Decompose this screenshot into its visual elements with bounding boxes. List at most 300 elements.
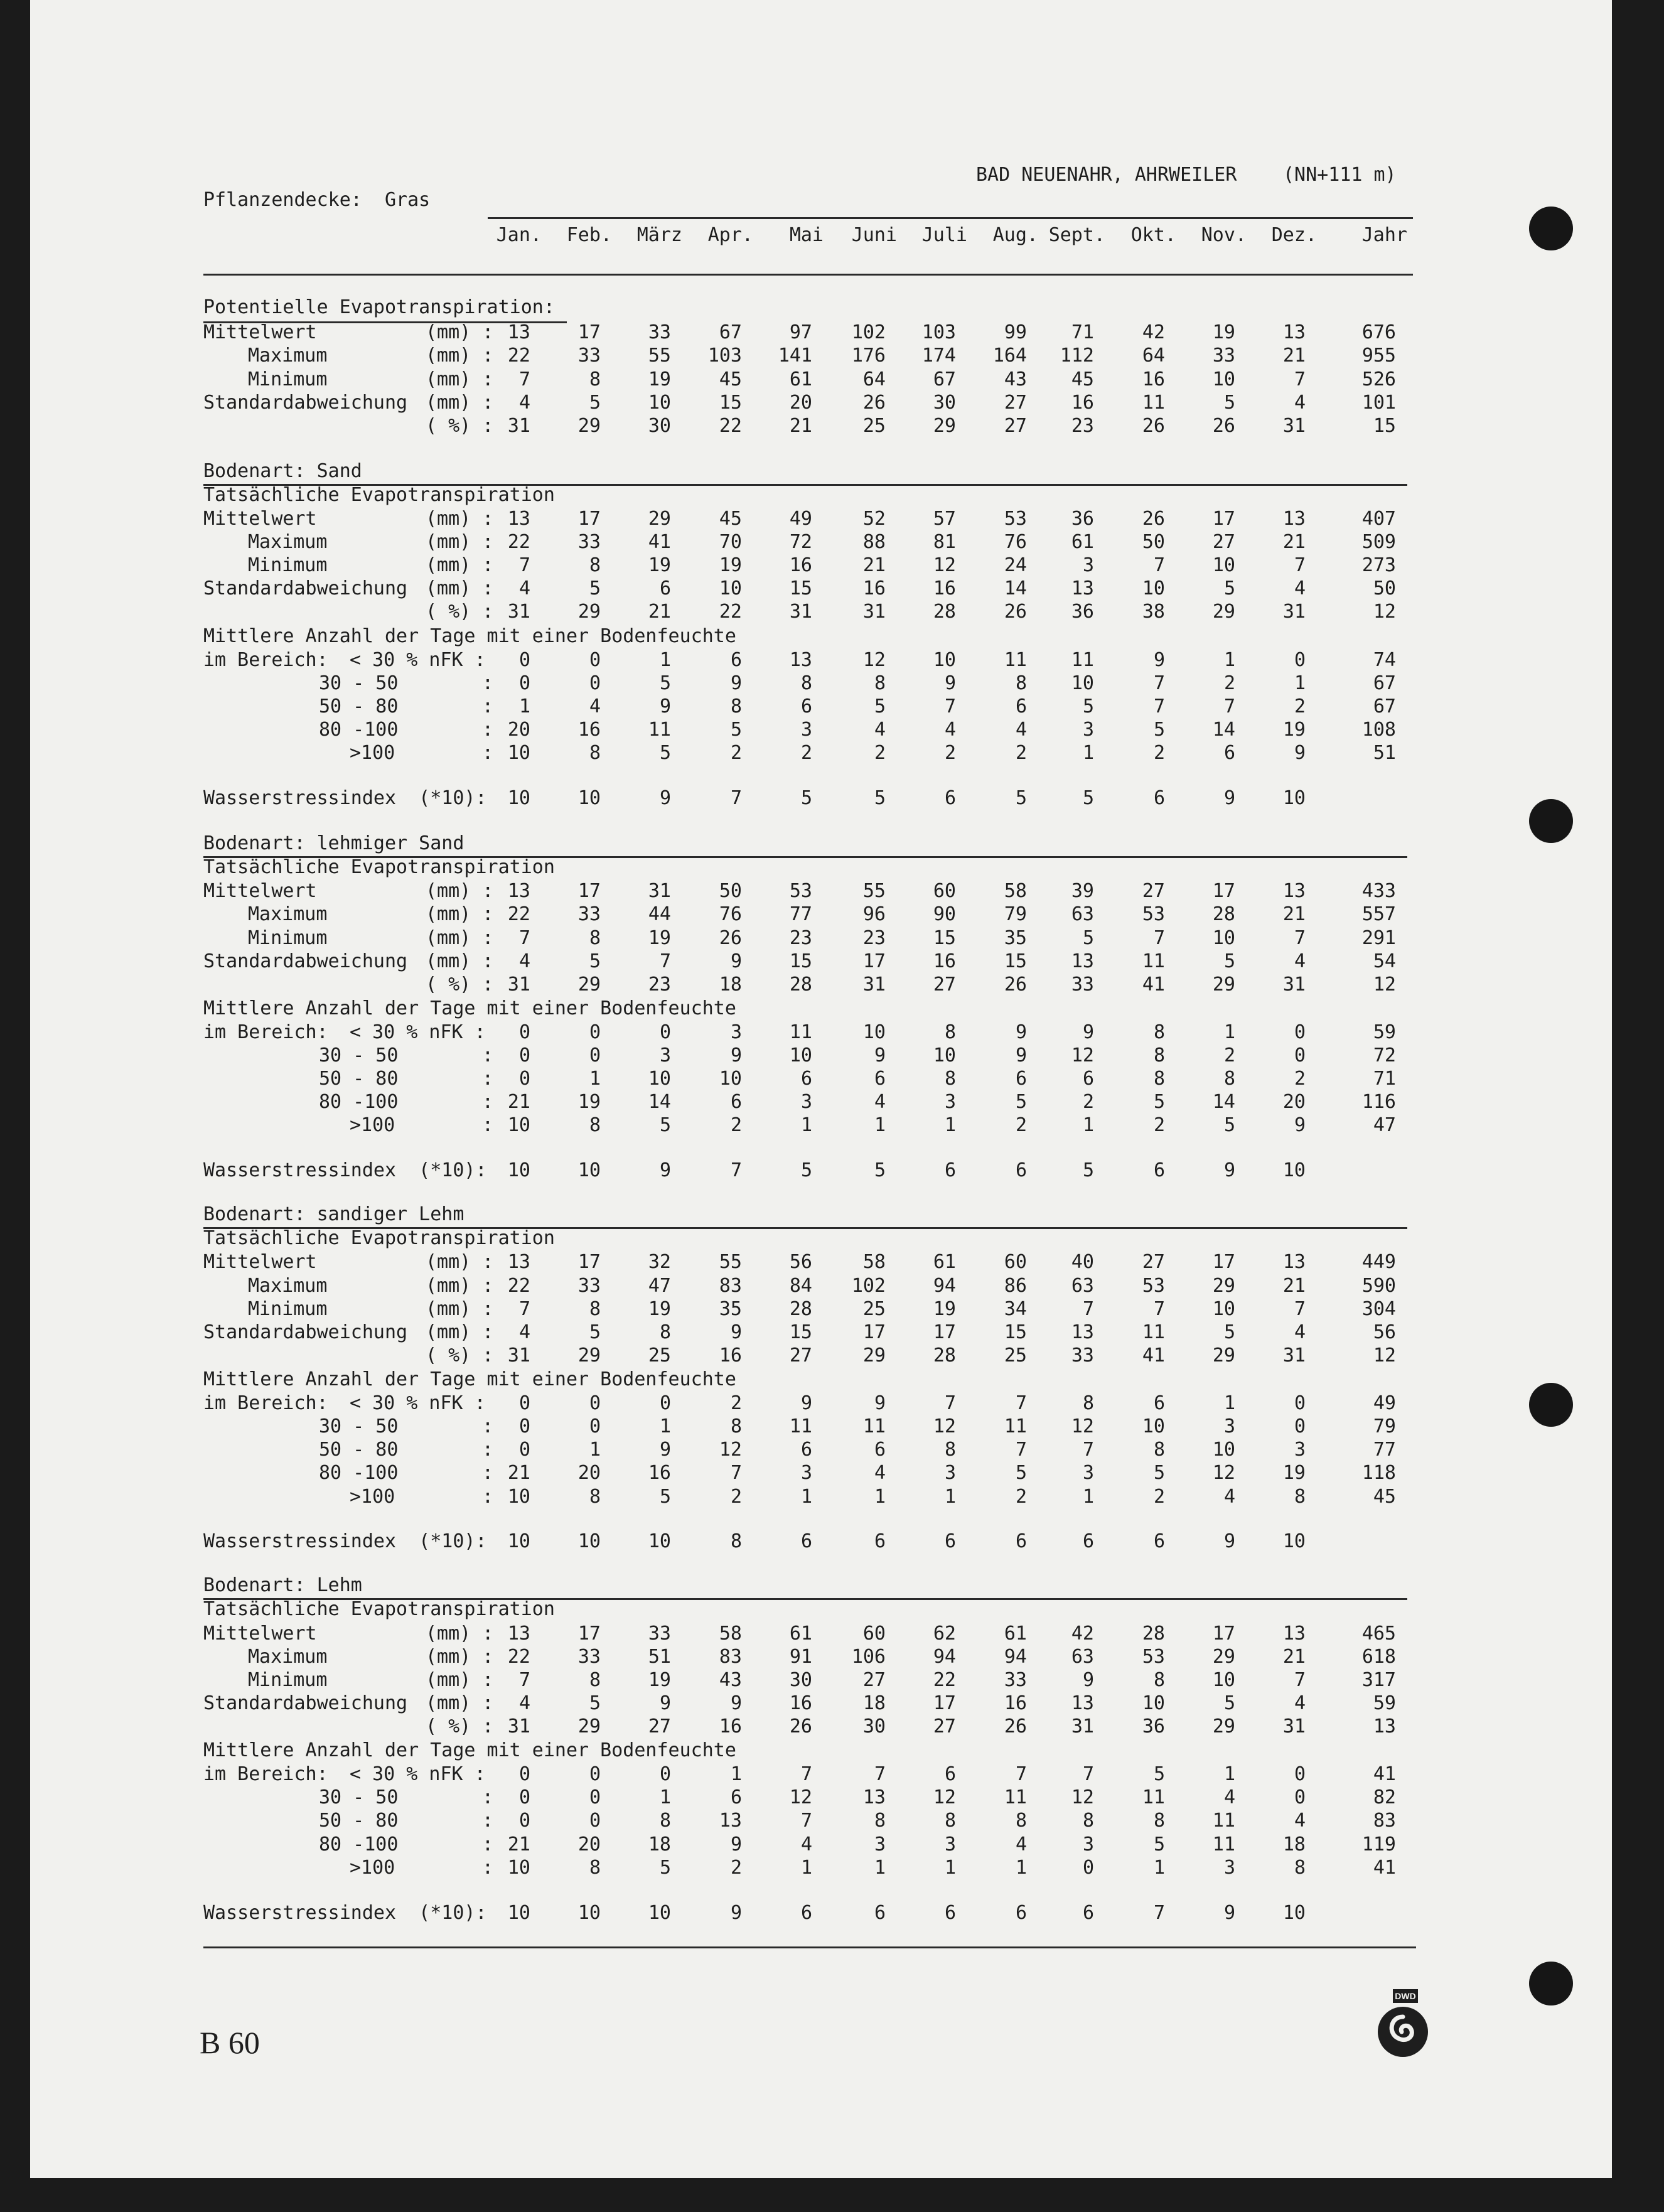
cell-d3050: 0 <box>589 672 601 694</box>
cell-d30: 1 <box>1223 1021 1235 1043</box>
cell-max: 53 <box>1142 1646 1165 1668</box>
cell-mittel: 13 <box>507 1623 530 1645</box>
cell-pct: 31 <box>507 1715 530 1737</box>
cell-d3050: 13 <box>862 1786 886 1808</box>
cell-std: 26 <box>862 392 886 414</box>
cell-mittel: 99 <box>1004 321 1027 343</box>
cell-pct: 31 <box>862 601 886 623</box>
cell-d5080: 7 <box>1015 1439 1027 1461</box>
cell-d3050: 11 <box>1004 1415 1027 1437</box>
cell-mittel: 103 <box>921 321 956 343</box>
cell-d30: 7 <box>800 1763 812 1785</box>
cell-std: 16 <box>933 950 956 972</box>
cell-pct: 23 <box>648 974 671 996</box>
binder-hole <box>1529 1962 1573 2005</box>
cell-d5080: 0 <box>518 1439 530 1461</box>
cell-min: 26 <box>719 927 742 949</box>
cell-std: 11 <box>1142 1321 1165 1343</box>
cell-max: 21 <box>1282 531 1306 553</box>
row-label-minimum: Minimum <box>248 1669 328 1691</box>
cell-d3050: 10 <box>1071 672 1094 694</box>
cell-mittel: 56 <box>789 1251 812 1273</box>
cell-d30: 41 <box>1373 1763 1396 1785</box>
row-label-minimum: Minimum <box>248 368 328 390</box>
cell-d30: 10 <box>862 1021 886 1043</box>
cell-d100: 1 <box>944 1114 956 1136</box>
cell-d80100: 4 <box>944 719 956 741</box>
header-rule-top <box>488 217 1413 219</box>
month-header: Juni <box>851 224 897 246</box>
cell-std: 4 <box>1294 392 1306 414</box>
cell-max: 22 <box>507 531 530 553</box>
cell-wsi: 6 <box>944 1159 956 1181</box>
cell-d30: 0 <box>659 1021 671 1043</box>
cell-d80100: 18 <box>648 1833 671 1855</box>
range-label-lt30: < 30 % nFK : <box>350 1392 486 1414</box>
cell-min: 10 <box>1212 1669 1235 1691</box>
wsi-label: Wasserstressindex (*10): <box>203 787 487 809</box>
cell-d30: 1 <box>1223 1763 1235 1785</box>
cell-min: 8 <box>589 1669 601 1691</box>
cell-max: 33 <box>1212 345 1235 367</box>
cell-mittel: 13 <box>1282 1623 1306 1645</box>
cell-d5080: 9 <box>659 1439 671 1461</box>
cell-pct: 31 <box>507 974 530 996</box>
cell-mittel: 28 <box>1142 1623 1165 1645</box>
cell-d100: 2 <box>1153 1486 1165 1508</box>
cell-d80100: 3 <box>1082 1833 1094 1855</box>
cell-pct: 26 <box>1142 415 1165 437</box>
range-colon: : <box>482 1114 494 1136</box>
cell-d5080: 6 <box>1015 695 1027 717</box>
row-label-minimum: Minimum <box>248 927 328 949</box>
cell-mittel: 17 <box>1212 1623 1235 1645</box>
cell-d3050: 8 <box>800 672 812 694</box>
cell-d3050: 8 <box>874 672 886 694</box>
month-header: Jahr <box>1361 224 1407 246</box>
cell-d3050: 67 <box>1373 672 1396 694</box>
range-colon: : <box>482 1415 494 1437</box>
cell-std: 16 <box>933 577 956 599</box>
cell-mittel: 58 <box>862 1251 886 1273</box>
cell-max: 106 <box>851 1646 886 1668</box>
month-header: März <box>636 224 682 246</box>
cell-wsi: 9 <box>1223 1530 1235 1552</box>
cell-d30: 12 <box>862 649 886 671</box>
cell-d30: 7 <box>1082 1763 1094 1785</box>
cell-d100: 2 <box>800 742 812 764</box>
cell-d100: 1 <box>800 1857 812 1879</box>
section-subtitle: Tatsächliche Evapotranspiration <box>203 856 555 878</box>
cell-d30: 0 <box>518 1763 530 1785</box>
cell-d3050: 8 <box>1015 672 1027 694</box>
cell-max: 90 <box>933 903 956 925</box>
cell-d3050: 0 <box>589 1786 601 1808</box>
cell-d5080: 10 <box>648 1068 671 1090</box>
cell-d5080: 1 <box>589 1439 601 1461</box>
cell-d100: 1 <box>874 1857 886 1879</box>
cell-mittel: 29 <box>648 508 671 530</box>
cell-mittel: 60 <box>933 880 956 902</box>
cell-mittel: 13 <box>1282 508 1306 530</box>
unit-mm: (mm) : <box>426 1275 494 1297</box>
cell-wsi: 8 <box>730 1530 742 1552</box>
cell-mittel: 32 <box>648 1251 671 1273</box>
cell-wsi: 6 <box>944 1530 956 1552</box>
cell-d30: 0 <box>1294 1763 1306 1785</box>
cell-min: 30 <box>789 1669 812 1691</box>
cell-d5080: 6 <box>874 1439 886 1461</box>
cell-std: 9 <box>659 1692 671 1714</box>
cell-d100: 5 <box>659 1114 671 1136</box>
range-label-r3050: 30 - 50 <box>319 1044 399 1066</box>
cell-min: 273 <box>1361 554 1396 576</box>
cell-d100: 2 <box>1015 1114 1027 1136</box>
cell-max: 86 <box>1004 1275 1027 1297</box>
cell-d5080: 8 <box>1153 1068 1165 1090</box>
cell-d100: 45 <box>1373 1486 1396 1508</box>
cell-d80100: 5 <box>1153 1833 1165 1855</box>
cell-pct: 31 <box>1282 601 1306 623</box>
cell-d30: 0 <box>518 1392 530 1414</box>
cell-std: 30 <box>933 392 956 414</box>
cell-max: 63 <box>1071 903 1094 925</box>
cell-mittel: 31 <box>648 880 671 902</box>
cell-mittel: 58 <box>1004 880 1027 902</box>
cell-d30: 6 <box>1153 1392 1165 1414</box>
cell-pct: 12 <box>1373 974 1396 996</box>
station-name: BAD NEUENAHR, AHRWEILER <box>976 164 1237 186</box>
cell-d30: 6 <box>730 649 742 671</box>
cell-std: 4 <box>1294 950 1306 972</box>
unit-mm: (mm) : <box>426 531 494 553</box>
cell-max: 22 <box>507 1646 530 1668</box>
cell-min: 7 <box>1294 1669 1306 1691</box>
cell-min: 15 <box>933 927 956 949</box>
cell-min: 8 <box>589 368 601 390</box>
month-header: Jan. <box>496 224 542 246</box>
cell-d5080: 1 <box>589 1068 601 1090</box>
cell-d5080: 67 <box>1373 695 1396 717</box>
cell-d80100: 3 <box>944 1833 956 1855</box>
cell-d5080: 77 <box>1373 1439 1396 1461</box>
cell-wsi: 7 <box>1153 1902 1165 1924</box>
cell-std: 16 <box>1004 1692 1027 1714</box>
cell-std: 101 <box>1361 392 1396 414</box>
range-label-gt100: >100 <box>350 742 395 764</box>
range-colon: : <box>482 695 494 717</box>
cell-std: 10 <box>648 392 671 414</box>
cell-d100: 10 <box>507 742 530 764</box>
cell-min: 7 <box>1294 554 1306 576</box>
range-colon: : <box>482 1462 494 1484</box>
cell-d100: 2 <box>730 1486 742 1508</box>
cell-d5080: 8 <box>944 1068 956 1090</box>
cell-min: 7 <box>1082 1298 1094 1320</box>
cell-pct: 29 <box>862 1345 886 1366</box>
cell-max: 29 <box>1212 1646 1235 1668</box>
cell-d3050: 8 <box>730 1415 742 1437</box>
cell-wsi: 6 <box>1153 787 1165 809</box>
cell-min: 7 <box>1294 927 1306 949</box>
cell-max: 96 <box>862 903 886 925</box>
cell-max: 88 <box>862 531 886 553</box>
cell-wsi: 6 <box>1153 1159 1165 1181</box>
cell-pct: 31 <box>1282 1715 1306 1737</box>
cell-d3050: 0 <box>518 672 530 694</box>
cell-d80100: 21 <box>507 1091 530 1113</box>
unit-mm: (mm) : <box>426 577 494 599</box>
cell-wsi: 6 <box>1082 1902 1094 1924</box>
cell-d5080: 8 <box>1153 1810 1165 1832</box>
cell-max: 33 <box>577 531 601 553</box>
row-label-maximum: Maximum <box>248 531 328 553</box>
cell-wsi: 10 <box>577 1159 601 1181</box>
cell-d80100: 21 <box>507 1462 530 1484</box>
cell-d5080: 8 <box>874 1810 886 1832</box>
cell-d80100: 14 <box>1212 1091 1235 1113</box>
cell-min: 19 <box>933 1298 956 1320</box>
month-header: Feb. <box>566 224 612 246</box>
cell-d3050: 3 <box>659 1044 671 1066</box>
cell-mittel: 13 <box>507 508 530 530</box>
cell-d30: 6 <box>944 1763 956 1785</box>
cell-pct: 26 <box>789 1715 812 1737</box>
cell-max: 22 <box>507 903 530 925</box>
cell-d3050: 1 <box>659 1786 671 1808</box>
row-label-standardabweichung: Standardabweichung <box>203 950 408 972</box>
cell-mittel: 17 <box>577 1251 601 1273</box>
cell-d3050: 10 <box>1142 1415 1165 1437</box>
cell-d80100: 5 <box>1153 1462 1165 1484</box>
cell-min: 526 <box>1361 368 1396 390</box>
cell-d80100: 5 <box>1015 1462 1027 1484</box>
cell-mittel: 40 <box>1071 1251 1094 1273</box>
cell-wsi: 10 <box>1282 787 1306 809</box>
row-label-minimum: Minimum <box>248 554 328 576</box>
cell-pct: 25 <box>862 415 886 437</box>
cell-d3050: 7 <box>1153 672 1165 694</box>
svg-text:DWD: DWD <box>1395 1991 1416 2001</box>
cell-d30: 0 <box>589 649 601 671</box>
cell-mittel: 42 <box>1071 1623 1094 1645</box>
cell-pct: 33 <box>1071 1345 1094 1366</box>
cell-std: 5 <box>589 577 601 599</box>
cell-max: 955 <box>1361 345 1396 367</box>
cell-min: 9 <box>1082 1669 1094 1691</box>
cell-std: 15 <box>719 392 742 414</box>
cell-d80100: 3 <box>1082 1462 1094 1484</box>
cell-std: 4 <box>1294 1692 1306 1714</box>
cell-d80100: 5 <box>1153 1091 1165 1113</box>
cell-d30: 0 <box>1294 649 1306 671</box>
cell-max: 83 <box>719 1275 742 1297</box>
cell-d80100: 3 <box>944 1091 956 1113</box>
cell-max: 79 <box>1004 903 1027 925</box>
cell-d80100: 16 <box>577 719 601 741</box>
unit-mm: (mm) : <box>426 508 494 530</box>
cell-d100: 6 <box>1223 742 1235 764</box>
cell-max: 22 <box>507 345 530 367</box>
cell-d30: 59 <box>1373 1021 1396 1043</box>
cell-d3050: 3 <box>1223 1415 1235 1437</box>
cell-mittel: 17 <box>577 1623 601 1645</box>
cell-max: 21 <box>1282 345 1306 367</box>
cell-d3050: 0 <box>1294 1786 1306 1808</box>
section-title-lsand: Bodenart: lehmiger Sand <box>203 832 464 854</box>
cell-max: 76 <box>719 903 742 925</box>
row-label-maximum: Maximum <box>248 1646 328 1668</box>
cell-d80100: 5 <box>1153 719 1165 741</box>
cell-d80100: 19 <box>1282 719 1306 741</box>
cell-mittel: 465 <box>1361 1623 1396 1645</box>
section-subtitle: Tatsächliche Evapotranspiration <box>203 1227 555 1249</box>
cell-min: 28 <box>789 1298 812 1320</box>
cell-wsi: 6 <box>874 1530 886 1552</box>
cell-d100: 8 <box>589 1857 601 1879</box>
range-label-r80100: 80 -100 <box>319 1833 399 1855</box>
range-colon: : <box>482 742 494 764</box>
range-label-r3050: 30 - 50 <box>319 672 399 694</box>
cell-d100: 41 <box>1373 1857 1396 1879</box>
cell-d5080: 6 <box>1082 1068 1094 1090</box>
cell-wsi: 5 <box>874 1159 886 1181</box>
header-rule-bottom <box>203 274 1413 276</box>
range-label-gt100: >100 <box>350 1486 395 1508</box>
cell-pct: 27 <box>933 974 956 996</box>
cell-min: 19 <box>719 554 742 576</box>
cell-max: 63 <box>1071 1646 1094 1668</box>
cell-std: 13 <box>1071 577 1094 599</box>
cell-std: 4 <box>518 392 530 414</box>
cell-min: 27 <box>862 1669 886 1691</box>
cell-d30: 49 <box>1373 1392 1396 1414</box>
cell-pct: 29 <box>577 974 601 996</box>
cell-wsi: 10 <box>1282 1159 1306 1181</box>
cell-d100: 10 <box>507 1857 530 1879</box>
range-label-im-bereich: im Bereich: <box>203 649 328 671</box>
cell-d80100: 18 <box>1282 1833 1306 1855</box>
cell-pct: 31 <box>507 601 530 623</box>
cell-d100: 1 <box>874 1114 886 1136</box>
cell-mittel: 13 <box>1282 1251 1306 1273</box>
cell-mittel: 36 <box>1071 508 1094 530</box>
cell-std: 5 <box>589 392 601 414</box>
unit-mm: (mm) : <box>426 392 494 414</box>
row-label-mittelwert: Mittelwert <box>203 880 317 902</box>
cell-std: 7 <box>659 950 671 972</box>
cell-min: 33 <box>1004 1669 1027 1691</box>
cell-d80100: 4 <box>874 1462 886 1484</box>
cell-max: 94 <box>1004 1646 1027 1668</box>
wsi-label: Wasserstressindex (*10): <box>203 1530 487 1552</box>
cell-wsi: 6 <box>800 1530 812 1552</box>
range-colon: : <box>482 719 494 741</box>
cell-mittel: 55 <box>719 1251 742 1273</box>
unit-mm: (mm) : <box>426 368 494 390</box>
cell-min: 10 <box>1212 554 1235 576</box>
cell-max: 22 <box>507 1275 530 1297</box>
cell-d3050: 12 <box>789 1786 812 1808</box>
cell-d100: 1 <box>800 1114 812 1136</box>
cell-pct: 27 <box>789 1345 812 1366</box>
cell-d5080: 9 <box>659 695 671 717</box>
cell-min: 19 <box>648 927 671 949</box>
unit-percent: ( %) : <box>426 974 494 996</box>
cell-mittel: 62 <box>933 1623 956 1645</box>
cell-d3050: 2 <box>1223 672 1235 694</box>
cell-d5080: 6 <box>1015 1068 1027 1090</box>
days-header: Mittlere Anzahl der Tage mit einer Bodenfeuchte <box>203 1368 736 1390</box>
cell-max: 83 <box>719 1646 742 1668</box>
cell-max: 28 <box>1212 903 1235 925</box>
cell-std: 17 <box>933 1321 956 1343</box>
cell-d5080: 2 <box>1294 1068 1306 1090</box>
cell-max: 47 <box>648 1275 671 1297</box>
range-colon: : <box>482 1044 494 1066</box>
month-header: Dez. <box>1271 224 1317 246</box>
cell-d30: 0 <box>659 1392 671 1414</box>
cell-d80100: 20 <box>577 1833 601 1855</box>
cell-d3050: 72 <box>1373 1044 1396 1066</box>
cell-d80100: 21 <box>507 1833 530 1855</box>
cell-d100: 10 <box>507 1114 530 1136</box>
cell-d30: 9 <box>874 1392 886 1414</box>
range-colon: : <box>482 1786 494 1808</box>
cell-d80100: 3 <box>1082 719 1094 741</box>
cell-wsi: 10 <box>1282 1530 1306 1552</box>
cell-mittel: 39 <box>1071 880 1094 902</box>
range-label-im-bereich: im Bereich: <box>203 1392 328 1414</box>
range-label-r80100: 80 -100 <box>319 719 399 741</box>
cell-max: 61 <box>1071 531 1094 553</box>
cell-mittel: 97 <box>789 321 812 343</box>
unit-percent: ( %) : <box>426 1715 494 1737</box>
cell-max: 33 <box>577 1646 601 1668</box>
cell-d100: 8 <box>589 1114 601 1136</box>
cell-mittel: 13 <box>507 321 530 343</box>
cell-wsi: 5 <box>874 787 886 809</box>
cell-max: 509 <box>1361 531 1396 553</box>
cell-std: 15 <box>789 950 812 972</box>
cell-d30: 11 <box>789 1021 812 1043</box>
cell-d5080: 6 <box>800 1068 812 1090</box>
cell-std: 54 <box>1373 950 1396 972</box>
cell-mittel: 53 <box>789 880 812 902</box>
cell-wsi: 10 <box>577 1902 601 1924</box>
cell-min: 291 <box>1361 927 1396 949</box>
cell-min: 317 <box>1361 1669 1396 1691</box>
cell-pct: 30 <box>648 415 671 437</box>
cell-d5080: 7 <box>1223 695 1235 717</box>
cell-pct: 31 <box>1071 1715 1094 1737</box>
cell-d3050: 9 <box>730 672 742 694</box>
cell-d100: 1 <box>800 1486 812 1508</box>
cell-min: 19 <box>648 1669 671 1691</box>
cell-wsi: 5 <box>800 787 812 809</box>
cell-min: 7 <box>1153 927 1165 949</box>
cell-d80100: 11 <box>1212 1833 1235 1855</box>
cell-min: 16 <box>789 554 812 576</box>
cell-wsi: 9 <box>1223 1159 1235 1181</box>
cell-d30: 1 <box>730 1763 742 1785</box>
cell-wsi: 9 <box>1223 787 1235 809</box>
cell-std: 15 <box>1004 1321 1027 1343</box>
cell-max: 103 <box>707 345 742 367</box>
cell-std: 4 <box>518 1692 530 1714</box>
cell-min: 10 <box>1212 927 1235 949</box>
cell-min: 8 <box>1153 1669 1165 1691</box>
